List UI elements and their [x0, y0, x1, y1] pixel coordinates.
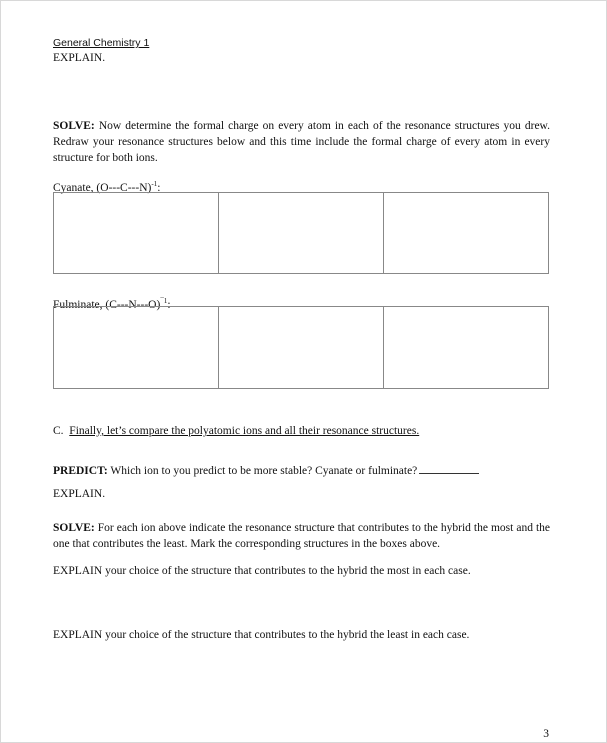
solve-paragraph-1 — [53, 118, 550, 166]
section-c-heading — [53, 423, 419, 439]
fulminate-charge: ¯1 — [160, 297, 168, 305]
cyanate-formula: Cyanate, (O---C---N) — [53, 181, 152, 194]
fulminate-colon: : — [167, 298, 171, 311]
fulminate-box-3[interactable] — [384, 307, 548, 388]
course-header: General Chemistry 1 — [53, 37, 150, 49]
predict-question — [53, 463, 479, 479]
solve-label-1: SOLVE: — [53, 120, 95, 132]
explain-least-prompt: EXPLAIN your choice of the structure that contributes to the hybrid the least in each case. — [53, 629, 470, 641]
page-number: 3 — [543, 728, 549, 740]
predict-text: Which ion to you predict to be more stable? Cyanate or fulminate? — [107, 465, 418, 477]
explain-label-1: EXPLAIN. — [53, 52, 106, 64]
cyanate-colon: : — [157, 181, 161, 194]
solve-text-1: Now determine the formal charge on every atom in each of the resonance structures you drew. Redraw your resonance structures below and this time include the formal charge of every atom in every structure for both ions. — [53, 120, 550, 164]
solve-text-2: For each ion above indicate the resonance structure that contributes to the hybrid the most and the one that contributes the least. Mark the corresponding structures in the boxes above. — [53, 522, 550, 550]
predict-label: PREDICT: — [53, 465, 108, 477]
section-c-letter: C. — [53, 425, 64, 437]
predict-answer-blank[interactable] — [419, 463, 479, 474]
explain-most-prompt: EXPLAIN your choice of the structure that contributes to the hybrid the most in each case. — [53, 565, 471, 577]
cyanate-structure-boxes — [53, 192, 549, 274]
fulminate-box-2[interactable] — [219, 307, 384, 388]
cyanate-box-1[interactable] — [54, 193, 219, 273]
cyanate-charge: -1 — [151, 180, 158, 188]
fulminate-box-1[interactable] — [54, 307, 219, 388]
section-c-title: Finally, let’s compare the polyatomic ions and all their resonance structures. — [69, 425, 420, 437]
fulminate-formula: Fulminate, (C---N---O) — [53, 298, 161, 311]
explain-label-2: EXPLAIN. — [53, 488, 106, 500]
solve-label-2: SOLVE: — [53, 522, 95, 534]
cyanate-box-2[interactable] — [219, 193, 384, 273]
fulminate-structure-boxes — [53, 306, 549, 389]
cyanate-box-3[interactable] — [384, 193, 548, 273]
solve-paragraph-2 — [53, 520, 550, 552]
